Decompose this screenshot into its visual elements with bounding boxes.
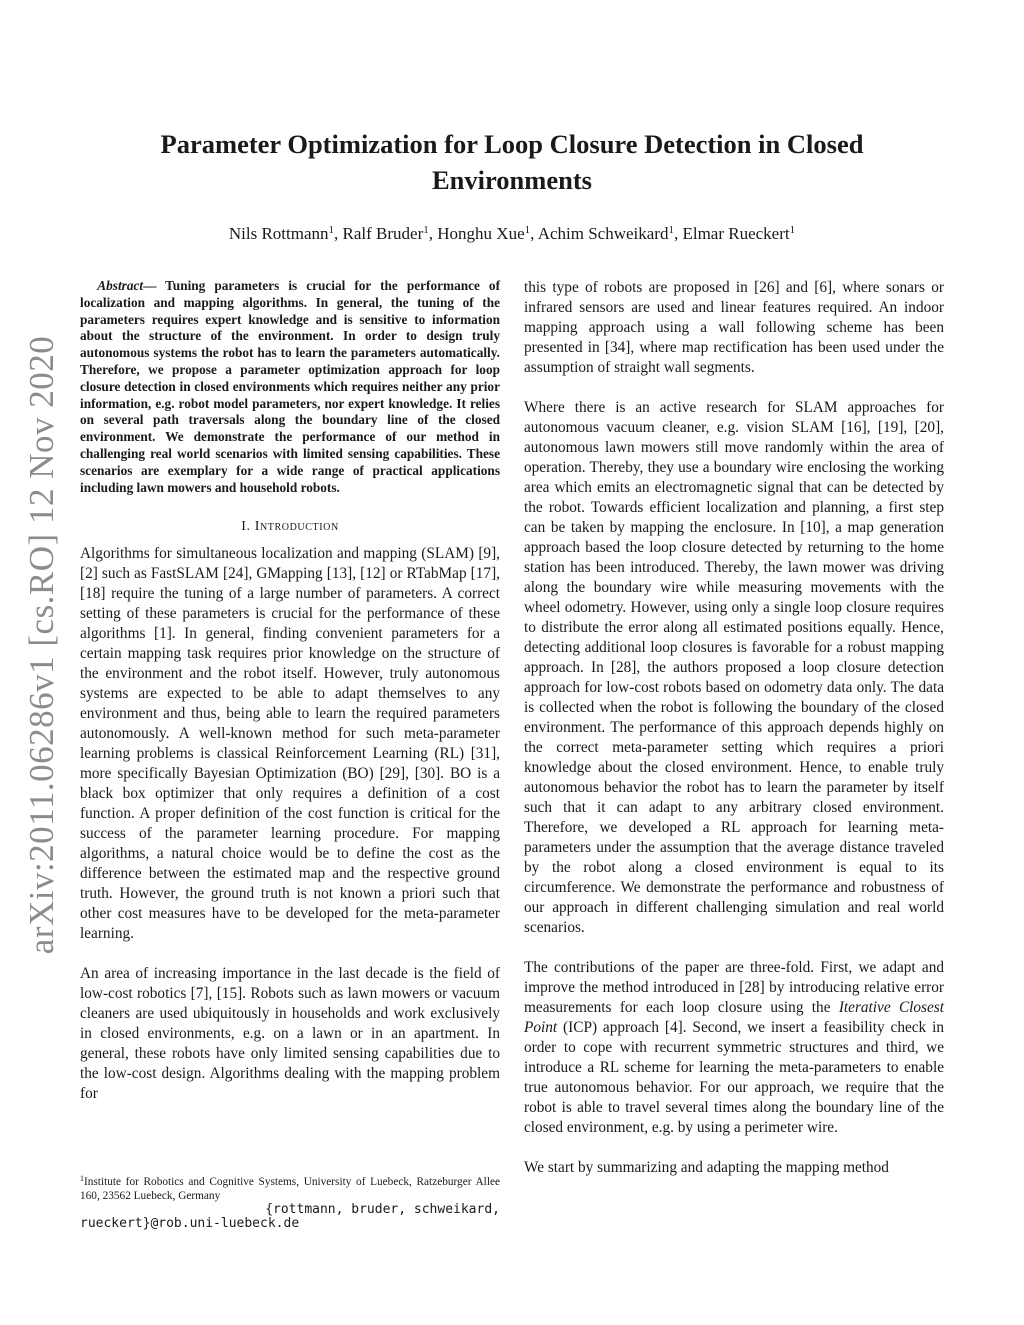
section-number: I. <box>241 519 251 535</box>
contributions-text-a: The contributions of the paper are three-fold. First, we adapt and improve the method introduced in [28] by introducing relative error measurements for each loop closure using the <box>524 959 944 1016</box>
right-column <box>524 278 944 1178</box>
author-name: Achim Schweikard <box>537 224 669 243</box>
affiliation-footnote <box>80 1175 500 1231</box>
author-name: Honghu Xue <box>437 224 525 243</box>
author-name: Nils Rottmann <box>228 224 329 243</box>
author-name: Ralf Bruder <box>342 224 424 243</box>
arxiv-stamp <box>18 330 66 960</box>
abstract-text: — Tuning parameters is crucial for the performance of localization and mapping algorithms. In general, the tuning of the parameters requires expert knowledge and is sensitive to information about the structure of the environment. In order to design truly autonomous systems the robot has to learn the parameters automatically. Therefore, we propose a parameter optimization approach for loop closure detection in closed environments which requires neither any prior information, e.g. robot model parameters, nor expert knowledge. It relies on several path traversals along the boundary line of the closed environment. We demonstrate the performance of our method in challenging real world scenarios with limited sensing capabilities. These scenarios are exemplary for a wide range of practical applications including lawn mowers and household robots. <box>80 278 500 495</box>
contributions-paragraph <box>524 958 944 1138</box>
intro-paragraph: An area of increasing importance in the last decade is the field of low-cost robotics [7], [15]. Robots such as lawn mowers or vacuum cleaners are used ubiquitously in households and work exclusively in closed environments, e.g. on a lawn or in an apartment. In general, these robots have only limited sensing capabilities due to the low-cost design. Algorithms dealing with the mapping problem for <box>80 965 500 1103</box>
body-paragraph: Where there is an active research for SLAM approaches for autonomous vacuum cleaner, e.g. vision SLAM [16], [19], [20], autonomous lawn mowers still move randomly within the area of operation. Thereby, they use a boundary wire enclosing the working area which emits an electromagnetic signal that can be detected by the robot. Towards efficient localization and planning, a first step can be taken by mapping the enclosure. In [10], a map generation approach based the loop closure detected by returning to the home station has been introduced. Thereby, the lawn mower was driving along the boundary wire while measuring movements with the wheel odometry. However, using only a single loop closure requires to distribute the error along all estimated positions equally. Hence, detecting additional loop closures is favorable for a robust mapping approach. In [28], the authors proposed a loop closure detection approach for low-cost robots based on odometry data only. The data is collected when the robot is following the boundary of the closed environment. The performance of this approach depends highly on the correct meta-parameter setting which requires a priori knowledge about the closed environment. Hence, to enable truly autonomous behavior the robot has to learn the parameter by itself such that it can adapt to any arbitrary closed environment. Therefore, we developed a RL approach for learning meta-parameters under the assumption that the average distance traveled by the robot along a closed environment is equal to its circumference. We demonstrate the performance and robustness of our approach in different challenging simulation and real world scenarios. <box>524 399 944 936</box>
body-paragraph: We start by summarizing and adapting the mapping method <box>524 1159 889 1176</box>
section-heading <box>80 517 500 537</box>
abstract <box>80 278 500 496</box>
footnote-text: Institute for Robotics and Cognitive Systems, University of Luebeck, Ratzeburger Allee 160, 23562 Luebeck, Germany <box>80 1176 500 1202</box>
affiliation-marker: 1 <box>423 224 429 236</box>
arxiv-id-text: arXiv:2011.06286v1 [cs.RO] 12 Nov 2020 <box>22 335 62 955</box>
abstract-label: Abstract <box>97 278 144 293</box>
email-line-1: {rottmann, bruder, schweikard, <box>265 1202 500 1217</box>
affiliation-marker: 1 <box>668 224 674 236</box>
footnote-marker: 1 <box>80 1174 84 1183</box>
author-list: Nils Rottmann$^1$, Ralf Bruder$^1$, Honghu Xue$^1$, Achim Schweikard$^1$, Elmar Rueckert$^1$ <box>228 224 796 243</box>
contributions-text-b: (ICP) approach [4]. Second, we insert a feasibility check in order to cope with recurrent symmetric structures and third, we introduce a RL scheme for learning the meta-parameters to enable true autonomous behavior. For our approach, we require that the robot is able to travel several times along the boundary line of the closed environment, e.g. by using a perimeter wire. <box>524 1019 944 1136</box>
icp-term: Iterative Closest Point <box>524 999 944 1036</box>
paper-title: Parameter Optimization for Loop Closure Detection in Closed Environments <box>160 129 864 195</box>
email-line-2: rueckert}@rob.uni-luebeck.de <box>80 1216 300 1231</box>
affiliation-marker: 1 <box>328 224 335 236</box>
author-name: Elmar Rueckert <box>682 224 790 243</box>
affiliation-marker: 1 <box>524 224 531 236</box>
section-title: Introduction <box>254 519 339 535</box>
affiliation-marker: 1 <box>789 224 796 236</box>
left-column <box>80 278 500 1104</box>
intro-paragraph: Algorithms for simultaneous localization and mapping (SLAM) [9], [2] such as FastSLAM [24], GMapping [13], [12] or RTabMap [17], [18] require the tuning of a large number of parameters. A correct setting of these parameters is crucial for the performance of these algorithms [1]. In general, finding convenient parameters for a certain mapping task requires prior knowledge on the structure of the environment and the robot itself. However, truly autonomous systems are expected to be able to adapt themselves to any environment and thus, being able to learn the required parameters autonomously. A well-known method for such meta-parameter learning problems is classical Reinforcement Learning (RL) [31], more specifically Bayesian Optimization (BO) [29], [30]. BO is a black box optimizer that only requires a definition of a cost function. A proper definition of the cost function is critical for the success of the parameter learning procedure. For mapping algorithms, a natural choice would be to define the cost as the difference between the estimated map and the respective ground truth. However, the ground truth is not known a priori such that other cost measures have to be developed for the meta-parameter learning. <box>80 545 500 943</box>
body-paragraph: this type of robots are proposed in [26] and [6], where sonars or infrared sensors are used and linear features required. An indoor mapping approach using a wall following scheme has been presented in [34], where map rectification has been used under the assumption of straight wall segments. <box>524 279 944 376</box>
